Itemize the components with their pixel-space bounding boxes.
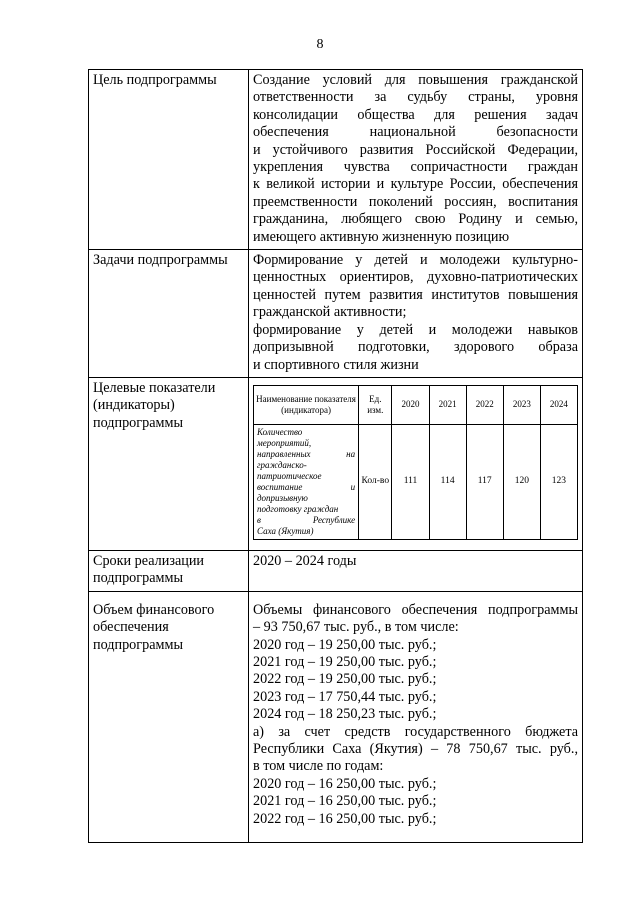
indicator-value-2024: 123: [540, 424, 577, 539]
text-line: воспитание и: [257, 481, 356, 492]
value-finance: [249, 591, 583, 842]
indicators-table: [253, 385, 578, 540]
text-line: обеспечения национальной безопасности: [253, 124, 578, 141]
value-goal: [249, 70, 583, 250]
text-line: патриотическое: [257, 470, 322, 481]
text-line: формирование у детей и молодежи навыков: [253, 321, 578, 338]
text-line: в Республике: [257, 514, 356, 525]
text-line: Объемы финансового обеспечения подпрограммы: [253, 601, 578, 618]
label-line: подпрограммы: [93, 414, 183, 431]
text-line: преемственности поколений россиян, воспитания: [253, 193, 578, 210]
header-year-2020: 2020: [392, 385, 429, 424]
text-line: 2022 год – 19 250,00 тыс. руб.;: [253, 671, 437, 688]
text-line: Саха (Якутия): [257, 525, 314, 536]
text-line: направленных на: [257, 448, 356, 459]
text-line: в том числе по годам:: [253, 758, 384, 775]
text-line: гражданина, любящего свою Родину и семью,: [253, 211, 578, 228]
row-period: [89, 550, 583, 591]
text-line: и устойчивого развития Российской Федерации,: [253, 141, 578, 158]
text-line: 2020 год – 16 250,00 тыс. руб.;: [253, 775, 437, 792]
text-line: 2020 год – 19 250,00 тыс. руб.;: [253, 636, 437, 653]
value-tasks: [249, 250, 583, 378]
text-line: Количество: [257, 426, 303, 437]
text-line: 2024 год – 18 250,23 тыс. руб.;: [253, 706, 437, 723]
text-line: и спортивного стиля жизни: [253, 356, 419, 373]
text-line: гражданско-: [257, 459, 307, 470]
header-year-2023: 2023: [503, 385, 540, 424]
label-indicators: [89, 377, 249, 550]
text-line: 2021 год – 16 250,00 тыс. руб.;: [253, 793, 437, 810]
row-tasks: [89, 250, 583, 378]
header-unit: Ед. изм.: [359, 385, 392, 424]
table-row: [254, 424, 578, 539]
text-line: а) за счет средств государственного бюджета: [253, 723, 578, 740]
page-number: 8: [316, 37, 324, 52]
indicators-header-row: [254, 385, 578, 424]
value-indicators: [249, 377, 583, 550]
label-period: [89, 550, 249, 591]
label-line: Сроки реализации: [93, 552, 205, 569]
indicator-value-2022: 117: [466, 424, 503, 539]
text-line: допризывную: [257, 492, 308, 503]
text-line: 2020 – 2024 годы: [253, 552, 357, 569]
label-line: подпрограммы: [93, 570, 183, 587]
text-line: – 93 750,67 тыс. руб., в том числе:: [253, 619, 459, 636]
subprogram-passport-table: [88, 69, 583, 843]
row-indicators: [89, 377, 583, 550]
value-period: [249, 550, 583, 591]
text-line: Республики Саха (Якутия) – 78 750,67 тыс. руб.,: [253, 740, 578, 757]
label-tasks: Задачи подпрограммы: [89, 250, 249, 378]
header-indicator-name: Наименование показателя (индикатора): [254, 385, 359, 424]
text-line: Формирование у детей и молодежи культурно-: [253, 252, 578, 269]
header-year-2024: 2024: [540, 385, 577, 424]
text-line: консолидации общества для решения задач: [253, 106, 578, 123]
header-year-2022: 2022: [466, 385, 503, 424]
text-line: 2022 год – 16 250,00 тыс. руб.;: [253, 810, 437, 827]
text-line: к великой истории и культуре России, обеспечения: [253, 176, 578, 193]
text-line: подготовку граждан: [257, 503, 339, 514]
text-line: гражданской активности;: [253, 304, 407, 321]
text-line: Создание условий для повышения гражданской: [253, 72, 578, 88]
header-year-2021: 2021: [429, 385, 466, 424]
text-line: 2021 год – 19 250,00 тыс. руб.;: [253, 653, 437, 670]
text-line: допризывной подготовки, здорового образа: [253, 339, 578, 356]
indicator-value-2020: 111: [392, 424, 429, 539]
label-line: Объем финансового: [93, 601, 215, 618]
text-line: ценностных ориентиров, духовно-патриотических: [253, 269, 578, 286]
text-line: 2023 год – 17 750,44 тыс. руб.;: [253, 688, 437, 705]
label-goal: Цель подпрограммы: [89, 70, 249, 250]
label-line: (индикаторы): [93, 397, 175, 414]
label-line: обеспечения: [93, 619, 169, 636]
indicator-name: [254, 424, 359, 539]
label-finance: [89, 591, 249, 842]
text-line: имеющего активную жизненную позицию: [253, 228, 510, 245]
row-finance: [89, 591, 583, 842]
indicator-value-2021: 114: [429, 424, 466, 539]
text-line: укрепления чувства сопричастности граждан: [253, 159, 578, 176]
indicator-unit: Кол-во: [359, 424, 392, 539]
text-line: ответственности за судьбу страны, уровня: [253, 89, 578, 106]
label-line: подпрограммы: [93, 636, 183, 653]
row-goal: [89, 70, 583, 250]
text-line: мероприятий,: [257, 437, 312, 448]
indicator-value-2023: 120: [503, 424, 540, 539]
text-line: ценностей путем развития институтов повышения: [253, 286, 578, 303]
label-line: Целевые показатели: [93, 379, 216, 396]
